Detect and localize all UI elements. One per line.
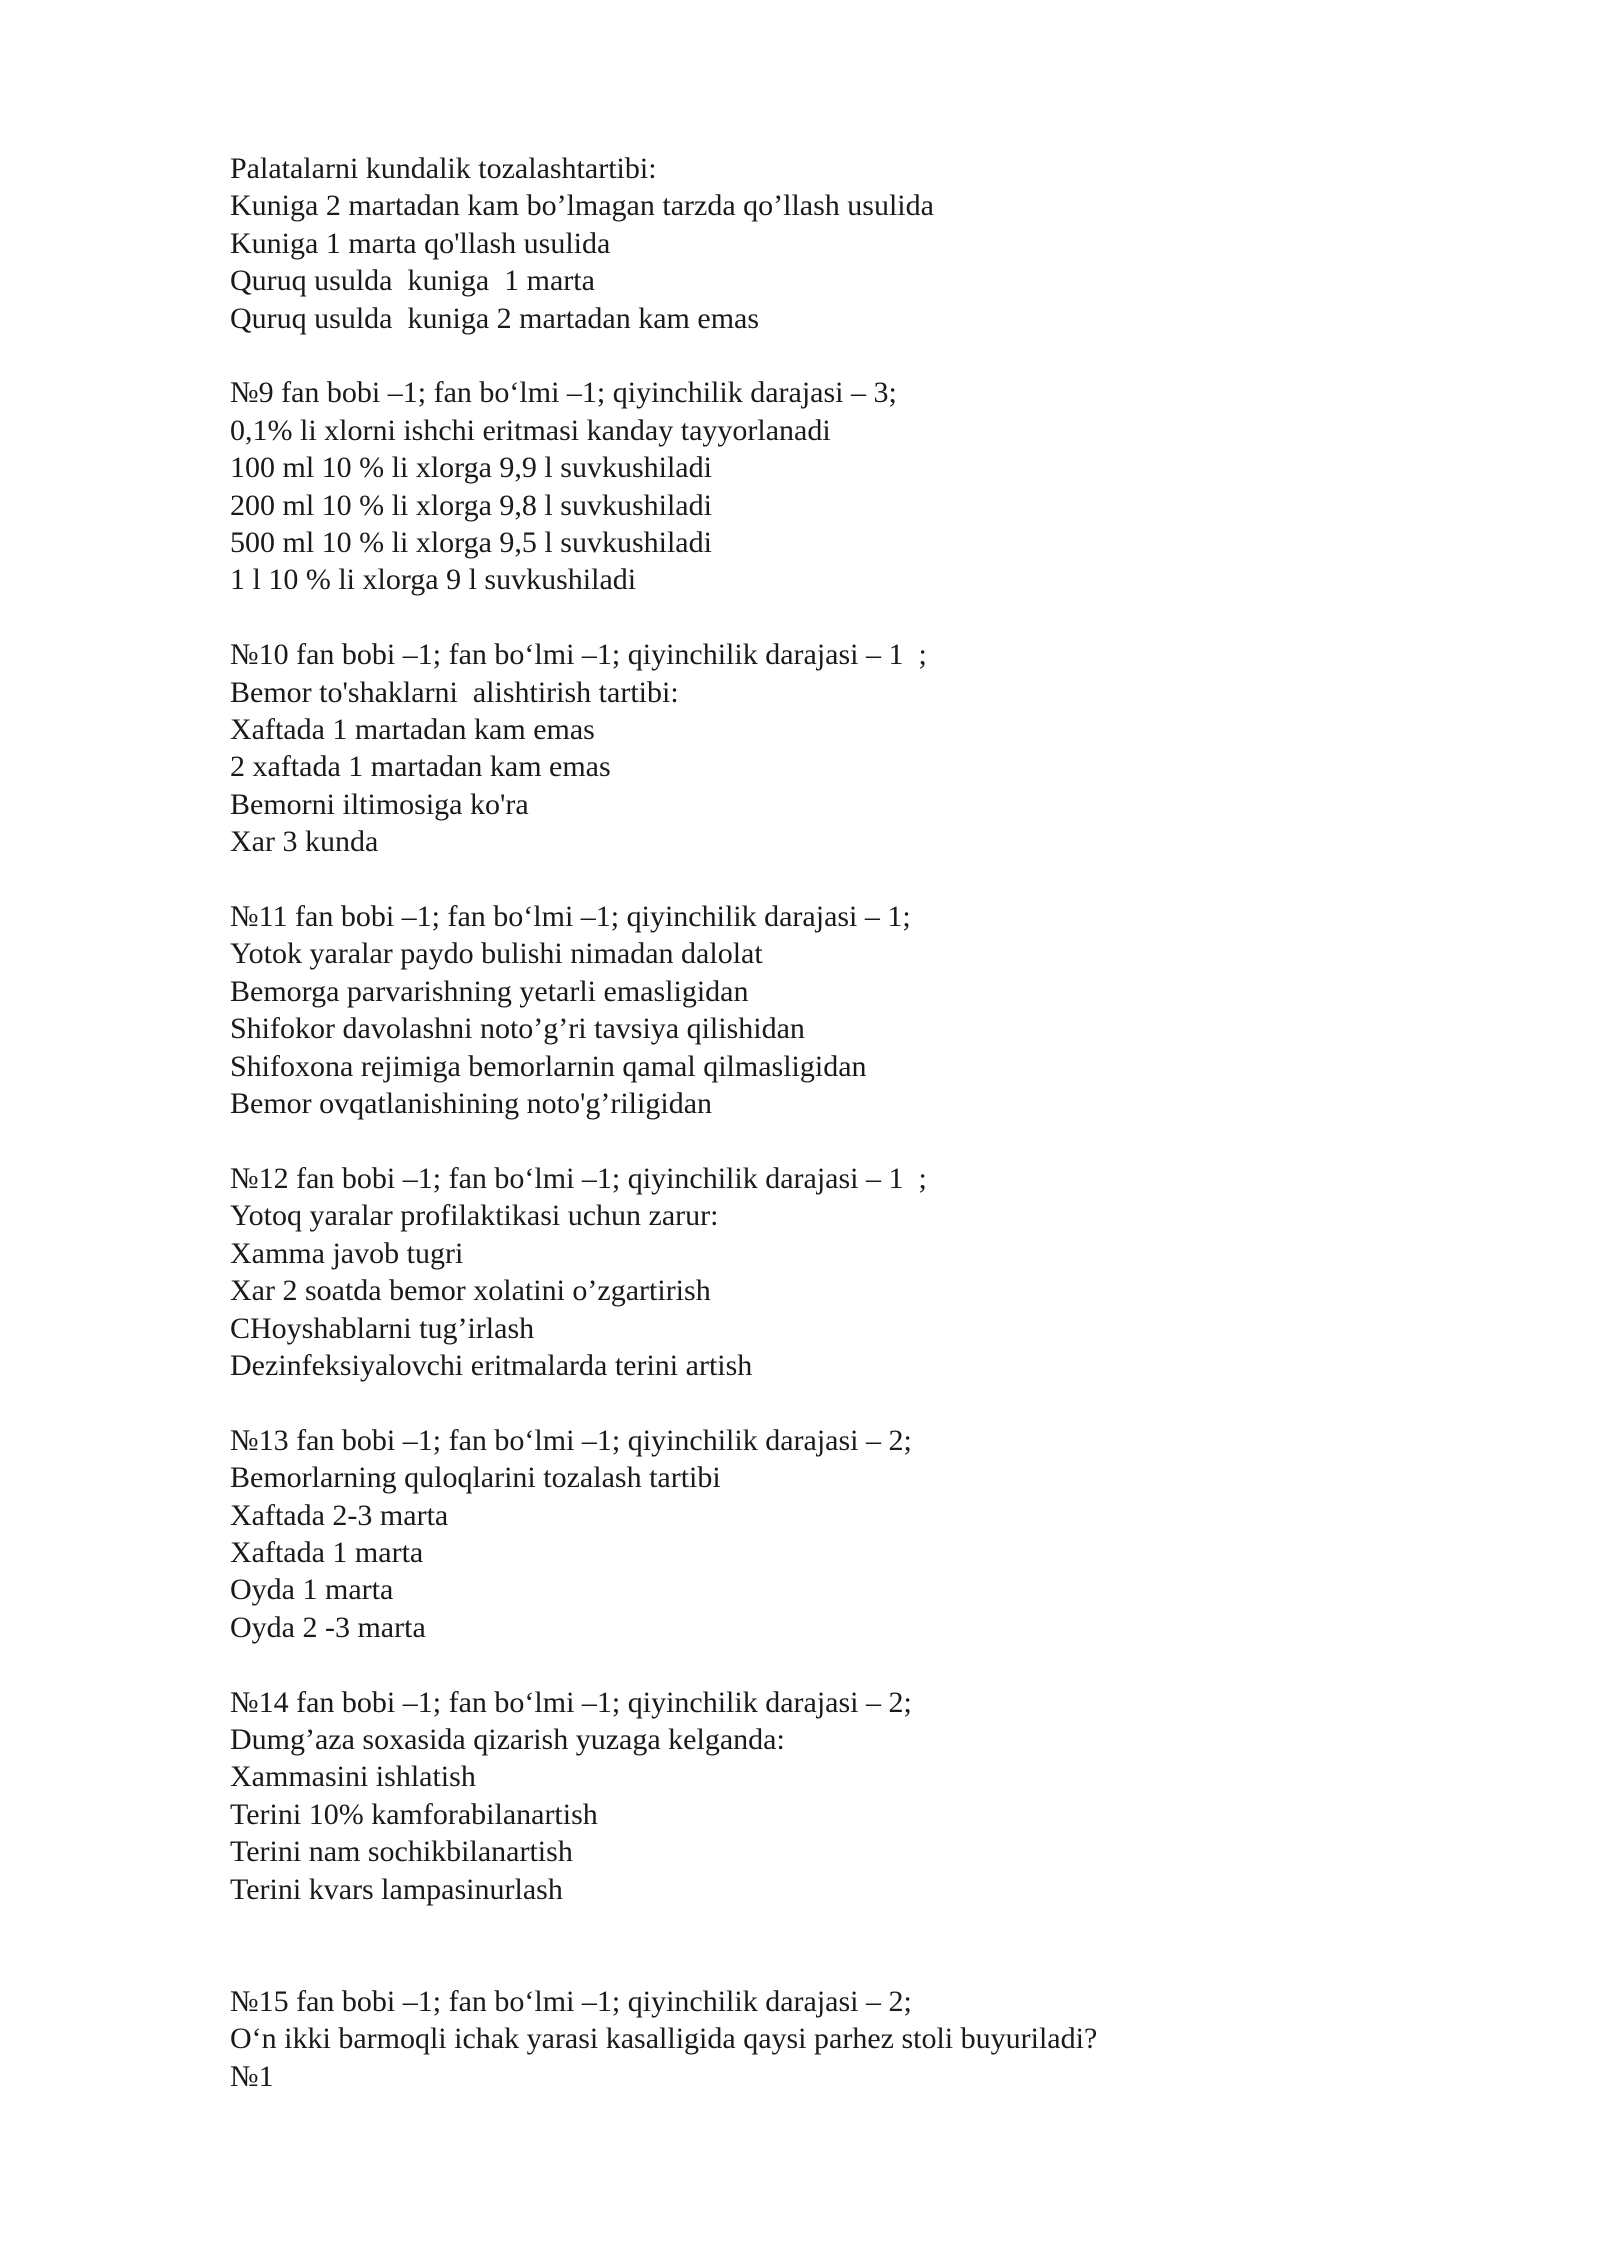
answer-option: Xaftada 1 martadan kam emas (230, 713, 595, 747)
question-block-12 (230, 1160, 1430, 1384)
question-heading: №12 fan bobi –1; fan bo‘lmi –1; qiyinchilik darajasi – 1 ; (230, 1161, 927, 1195)
answer-option: Terini kvars lampasinurlash (230, 1872, 563, 1906)
answer-option: Quruq usulda kuniga 1 marta (230, 264, 595, 298)
answer-option: 2 xaftada 1 martadan kam emas (230, 750, 611, 784)
question-text: Bemor to'shaklarni alishtirish tartibi: (230, 675, 679, 709)
question-block-11 (230, 898, 1430, 1122)
question-block-1 (230, 150, 1430, 337)
answer-option: Xaftada 2-3 marta (230, 1498, 449, 1532)
answer-option: Quruq usulda kuniga 2 martadan kam emas (230, 301, 760, 335)
question-text: Palatalarni kundalik tozalashtartibi: (230, 152, 657, 185)
question-text: Yotok yaralar paydo bulishi nimadan dalolat (230, 937, 763, 971)
question-text: 0,1% li xlorni ishchi eritmasi kanday tayyorlanadi (230, 413, 831, 447)
answer-option: Xamma javob tugri (230, 1236, 464, 1270)
answer-option: Bemorga parvarishning yetarli emasligidan (230, 974, 749, 1008)
question-heading: №10 fan bobi –1; fan bo‘lmi –1; qiyinchilik darajasi – 1 ; (230, 638, 927, 672)
answer-option: №1 (230, 2059, 274, 2093)
answer-option: Kuniga 1 marta qo'llash usulida (230, 226, 611, 260)
question-text: O‘n ikki barmoqli ichak yarasi kasalligida qaysi parhez stoli buyuriladi? (230, 2022, 1098, 2056)
answer-option: Kuniga 2 martadan kam bo’lmagan tarzda qo’llash usulida (230, 189, 934, 223)
answer-option: 1 l 10 % li xlorga 9 l suvkushiladi (230, 563, 637, 597)
question-block-15 (230, 1983, 1430, 2095)
answer-option: Terini 10% kamforabilanartish (230, 1797, 598, 1831)
answer-option: Xar 2 soatda bemor xolatini o’zgartirish (230, 1274, 711, 1308)
question-block-14 (230, 1684, 1430, 1908)
question-heading: №13 fan bobi –1; fan bo‘lmi –1; qiyinchilik darajasi – 2; (230, 1423, 912, 1457)
answer-option: Xammasini ishlatish (230, 1760, 476, 1794)
answer-option: Bemor ovqatlanishining noto'g’riligidan (230, 1087, 713, 1121)
answer-option: Shifokor davolashni noto’g’ri tavsiya qilishidan (230, 1012, 805, 1046)
question-block-10 (230, 636, 1430, 860)
question-heading: №15 fan bobi –1; fan bo‘lmi –1; qiyinchilik darajasi – 2; (230, 1984, 912, 2018)
question-block-13 (230, 1422, 1430, 1646)
question-text: Bemorlarning quloqlarini tozalash tartibi (230, 1461, 721, 1495)
question-heading: №9 fan bobi –1; fan bo‘lmi –1; qiyinchilik darajasi – 3; (230, 376, 897, 410)
answer-option: CHoyshablarni tug’irlash (230, 1311, 535, 1345)
question-block-9 (230, 374, 1430, 598)
question-heading: №11 fan bobi –1; fan bo‘lmi –1; qiyinchilik darajasi – 1; (230, 900, 911, 934)
document-page (230, 150, 1430, 2095)
answer-option: Oyda 1 marta (230, 1573, 394, 1607)
answer-option: Xaftada 1 marta (230, 1535, 424, 1569)
answer-option: Bemorni iltimosiga ko'ra (230, 787, 529, 821)
question-heading: №14 fan bobi –1; fan bo‘lmi –1; qiyinchilik darajasi – 2; (230, 1685, 912, 1719)
answer-option: Terini nam sochikbilanartish (230, 1835, 573, 1869)
answer-option: 200 ml 10 % li xlorga 9,8 l suvkushiladi (230, 488, 712, 522)
answer-option: Shifoxona rejimiga bemorlarnin qamal qilmasligidan (230, 1049, 867, 1083)
question-text: Dumg’aza soxasida qizarish yuzaga kelganda: (230, 1722, 785, 1756)
answer-option: 500 ml 10 % li xlorga 9,5 l suvkushiladi (230, 526, 712, 560)
answer-option: 100 ml 10 % li xlorga 9,9 l suvkushiladi (230, 451, 712, 485)
answer-option: Dezinfeksiyalovchi eritmalarda terini artish (230, 1348, 753, 1382)
answer-option: Oyda 2 -3 marta (230, 1610, 426, 1644)
question-text: Yotoq yaralar profilaktikasi uchun zarur: (230, 1199, 719, 1233)
answer-option: Xar 3 kunda (230, 825, 379, 859)
